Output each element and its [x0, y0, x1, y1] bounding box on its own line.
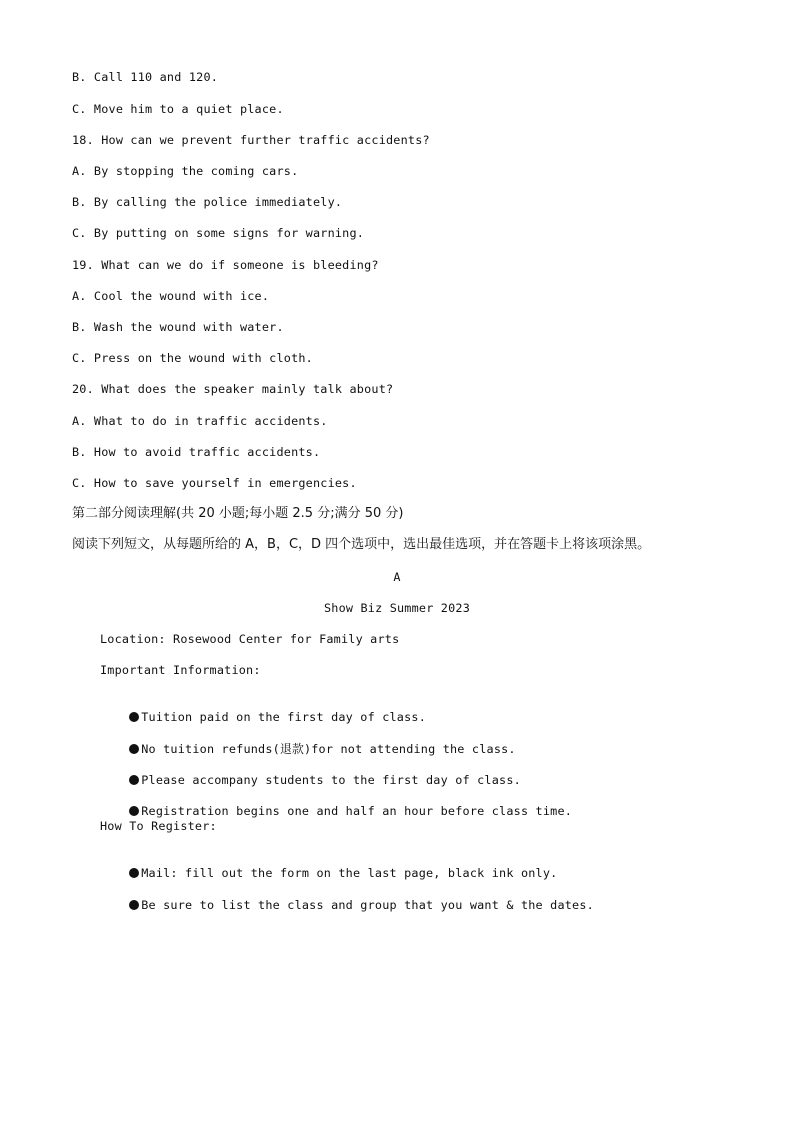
important-item: Tuition paid on the first day of class. [100, 693, 426, 741]
bullet-icon [129, 806, 139, 816]
option-19c: C. Press on the wound with cloth. [72, 351, 313, 365]
passage-title: Show Biz Summer 2023 [323, 601, 471, 615]
question-18: 18. How can we prevent further traffic accidents? [72, 133, 430, 147]
option-20a: A. What to do in traffic accidents. [72, 414, 328, 428]
bullet-icon [129, 775, 139, 785]
passage-location: Location: Rosewood Center for Family arts [100, 632, 400, 646]
passage-label: A [393, 570, 401, 584]
important-item: Registration begins one and half an hour before class time. [100, 787, 572, 835]
register-item: Mail: fill out the form on the last page, black ink only. [100, 849, 557, 897]
bullet-icon [129, 712, 139, 722]
question-20: 20. What does the speaker mainly talk about? [72, 382, 394, 396]
bullet-icon [129, 900, 139, 910]
option-20b: B. How to avoid traffic accidents. [72, 445, 321, 459]
option-19a: A. Cool the wound with ice. [72, 289, 270, 303]
register-heading: How To Register: [100, 819, 217, 833]
bullet-icon [129, 744, 139, 754]
register-item: Be sure to list the class and group that you want & the dates. [100, 881, 594, 929]
section-heading: 第二部分阅读理解(共 20 小题;每小题 2.5 分;满分 50 分) [72, 506, 404, 521]
important-info-heading: Important Information: [100, 663, 261, 677]
option-18b: B. By calling the police immediately. [72, 195, 343, 209]
option-17b: B. Call 110 and 120. [72, 70, 219, 84]
important-item: Please accompany students to the first day of class. [100, 756, 521, 804]
question-19: 19. What can we do if someone is bleeding? [72, 258, 379, 272]
section-instruction: 阅读下列短文，从每题所给的 A，B，C，D 四个选项中，选出最佳选项，并在答题卡上将该项涂黑。 [72, 537, 651, 552]
option-17c: C. Move him to a quiet place. [72, 102, 284, 116]
option-18c: C. By putting on some signs for warning. [72, 226, 365, 240]
bullet-icon [129, 868, 139, 878]
option-20c: C. How to save yourself in emergencies. [72, 476, 357, 490]
important-item: No tuition refunds(退款)for not attending the class. [100, 725, 516, 773]
option-18a: A. By stopping the coming cars. [72, 164, 299, 178]
option-19b: B. Wash the wound with water. [72, 320, 284, 334]
